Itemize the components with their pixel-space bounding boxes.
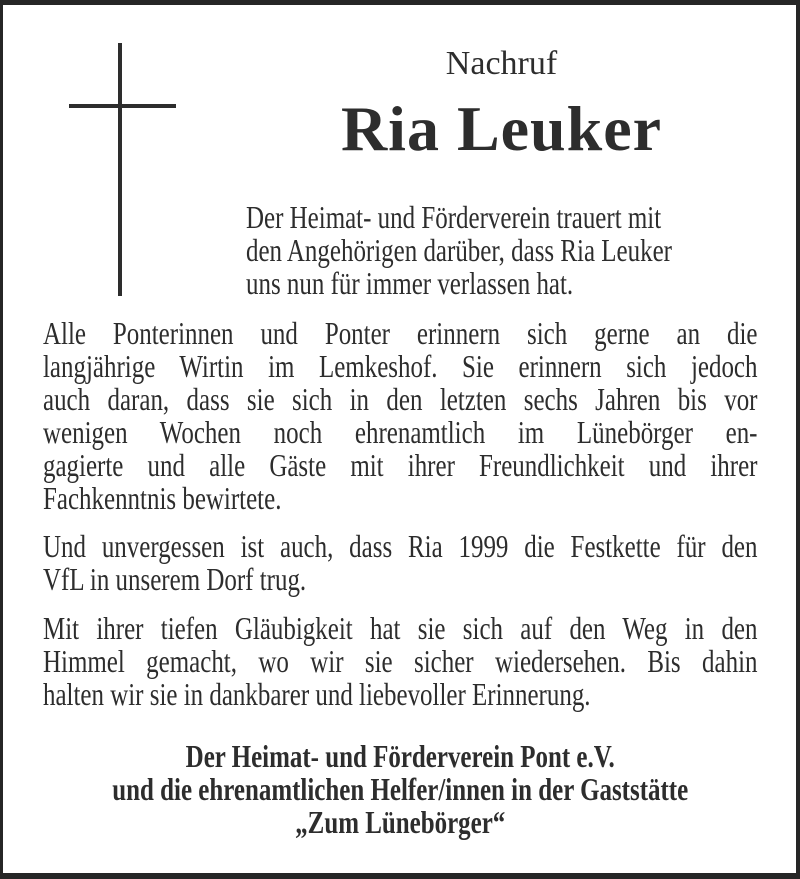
paragraph-line: VfL in unserem Dorf trug.: [43, 561, 307, 597]
body-column: [43, 317, 800, 839]
paragraph-line: halten wir sie in dankbarer und liebevoller Erinnerung.: [43, 676, 591, 712]
paragraph-line: Und unvergessen ist auch, dass Ria 1999 die Festkette für den: [43, 528, 758, 564]
header-column: [246, 47, 757, 300]
signature-line: „Zum Lünebörger“: [295, 804, 506, 840]
deceased-name: Ria Leuker: [340, 93, 663, 164]
intro-line: Der Heimat- und Förderverein trauert mit: [246, 199, 662, 235]
paragraph-line: gagierte und alle Gäste mit ihrer Freundlichkeit und ihrer: [43, 447, 758, 483]
signature-line: Der Heimat- und Förderverein Pont e.V.: [185, 738, 615, 774]
signature-block: [43, 740, 757, 839]
intro-paragraph: [246, 201, 757, 300]
paragraph-line: Alle Ponterinnen und Ponter erinnern sich gerne an die: [43, 315, 758, 351]
notice-kicker: Nachruf: [445, 45, 558, 82]
memories-paragraph: [43, 317, 757, 515]
farewell-paragraph: [43, 612, 757, 711]
paragraph-line: Himmel gemacht, wo wir sie sicher wiedersehen. Bis dahin: [43, 643, 758, 679]
paragraph-line: langjährige Wirtin im Lemkeshof. Sie erinnern sich jedoch: [43, 348, 758, 384]
intro-line: uns nun für immer verlassen hat.: [246, 265, 574, 301]
paragraph-line: Mit ihrer tiefen Gläubigkeit hat sie sich auf den Weg in den: [43, 610, 758, 646]
paragraph-line: auch daran, dass sie sich in den letzten sechs Jahren bis vor: [43, 381, 758, 417]
cross-vertical-bar: [118, 43, 122, 296]
paragraph-line: Fachkenntnis bewirtete.: [43, 480, 282, 516]
festkette-paragraph: [43, 530, 757, 596]
cross-horizontal-bar: [69, 104, 176, 108]
intro-line: den Angehörigen darüber, dass Ria Leuker: [246, 232, 672, 268]
memorial-cross-icon: [3, 5, 243, 315]
signature-line: und die ehrenamtlichen Helfer/innen in der Gaststätte: [112, 771, 689, 807]
paragraph-line: wenigen Wochen noch ehrenamtlich im Lünebörger en-: [43, 414, 758, 450]
